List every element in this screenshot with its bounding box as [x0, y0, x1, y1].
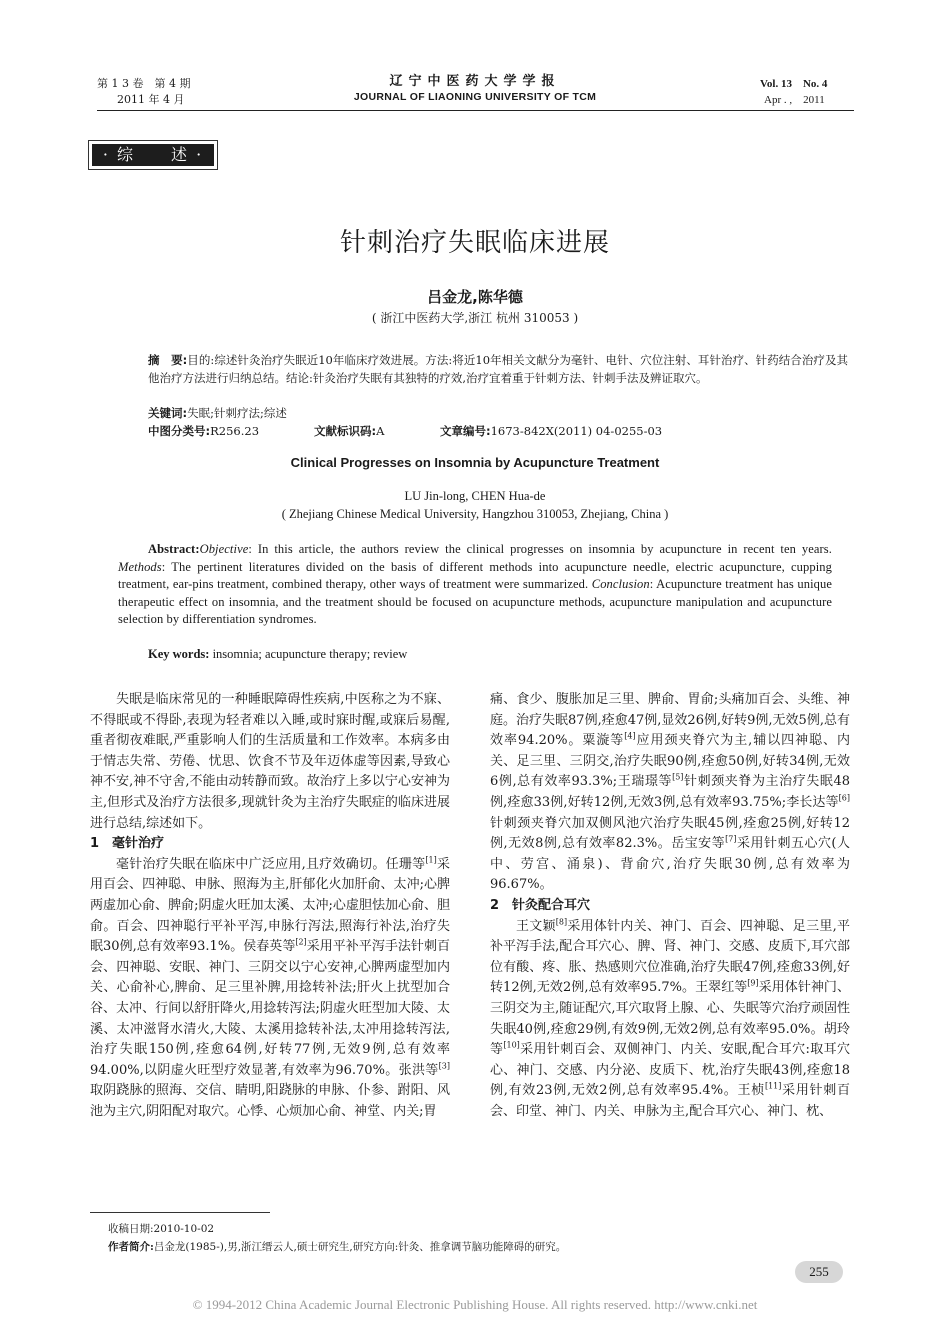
volume-issue-cn: 第 1 3 卷 第 4 期 [97, 77, 191, 90]
doc-code-label: 文献标识码: [314, 424, 377, 438]
page-number: 255 [795, 1261, 843, 1283]
clc-label: 中图分类号: [148, 424, 211, 438]
citation-ref: [6] [838, 793, 850, 803]
received-date: 收稿日期:2010-10-02 [108, 1223, 215, 1235]
article-no-value: 1673-842X(2011) 04-0255-03 [490, 424, 663, 438]
intro-paragraph: 失眠是临床常见的一种睡眠障碍性疾病,中医称之为不寐、不得眠或不得卧,表现为轻者难以入睡,或时寐时醒,或寐后易醒,重者彻夜难眠,严重影响人们的生活质量和工作效率。本病多由于情志失常、劳倦、忧思、饮食不节及年迈体虚等因素,导致心神不安,神不守舍,不能由动转静而致。故治疗上多以宁心安神为主,但形式及治疗方法很多,现就针灸为主治疗失眠症的临床进展进行总结,综述如下。 [90, 692, 450, 831]
conclusion-label: Conclusion [591, 577, 650, 591]
english-keywords-text: insomnia; acupuncture therapy; review [212, 647, 408, 661]
abstract-cn [148, 352, 848, 387]
section-heading-2: 2 针灸配合耳穴 [490, 897, 591, 913]
keywords-cn-label: 关键词: [148, 406, 188, 420]
author-bio [108, 1238, 566, 1256]
abstract-cn-label: 摘 要: [148, 353, 188, 367]
section-label-text: · 综 述 · [92, 144, 214, 166]
section-label [88, 140, 218, 170]
english-abstract-label: Abstract: [148, 542, 200, 556]
journal-name-cn: 辽宁中医药大学学报 [389, 74, 561, 89]
citation-ref: [5] [672, 773, 684, 783]
date-cn: 2011 年 4 月 [117, 93, 185, 106]
classification-row [148, 423, 848, 440]
article-affiliation: ( 浙江中医药大学,浙江 杭州 310053 ) [371, 311, 579, 325]
keywords-cn-text: 失眠;针刺疗法;综述 [187, 406, 287, 420]
footnote-rule [90, 1212, 270, 1213]
header-volume-info [97, 76, 190, 108]
citation-ref: [10] [503, 1040, 520, 1050]
body-right-column [490, 690, 850, 1122]
doc-code-value: A [376, 424, 385, 438]
citation-ref: [7] [725, 834, 737, 844]
english-keywords [148, 647, 838, 662]
paragraph-1-cont: 痛、食少、腹胀加足三里、脾俞、胃俞;头痛加百会、头维、神庭。治疗失眠87例,痊愈47例,显效26例,好转9例,无效5例,总有效率94.20%。粟漩等[4]应用颈夹脊穴为主,辅以四神聪、内关、足三里、三阴交,治疗失眠90例,痊愈50例,好转34例,无效6例,总有效率93.3%;王瑞璟等[5]针刺颈夹脊为主治疗失眠48例,痊愈33例,好转12例,无效3例,总有效率93.75%;李长达等[6]针刺颈夹脊穴加双侧风池穴治疗失眠45例,痊愈25例,好转12例,无效8例,总有效率82.3%。岳宝安等[7]采用针刺五心穴(人中、劳宫、涌泉)、背俞穴,治疗失眠30例,总有效率为96.67%。 [490, 692, 850, 893]
english-abstract [118, 541, 832, 629]
citation-ref: [1] [425, 855, 437, 865]
citation-ref: [4] [624, 731, 636, 741]
objective-text: : In this article, the authors review the clinical progresses on insomnia by acupuncture in recent ten years. [248, 542, 832, 556]
abstract-cn-text: 目的:综述针灸治疗失眠近10年临床疗效进展。方法:将近10年相关文献分为毫针、电针、穴位注射、耳针治疗、针药结合治疗及其他治疗方法进行归纳总结。结论:针灸治疗失眠有其独特的疗效,治疗宜着重于针刺方法、针刺手法及辨证取穴。 [148, 353, 848, 385]
english-keywords-label: Key words: [148, 647, 210, 661]
section-heading-1: 1 毫针治疗 [90, 836, 165, 852]
objective-label: Objective [199, 542, 249, 556]
article-authors: 吕金龙,陈华德 [427, 288, 523, 306]
paragraph-1: 毫针治疗失眠在临床中广泛应用,且疗效确切。任珊等[1]采用百会、四神聪、申脉、照海为主,肝郁化火加肝俞、太冲;心脾两虚加心俞、脾俞;阴虚火旺加太溪、太冲;心虚胆怯加心俞、胆俞。百会、四神聪行平补平泻,申脉行泻法,照海行补法,治疗失眠30例,总有效率93.1%。侯春英等[2]采用平补平泻手法针刺百会、四神聪、安眠、神门、三阴交以宁心安神,心脾两虚型加内关、心俞补心,脾俞、足三里补脾,用捻转补法;肝火上扰型加合谷、太冲、行间以舒肝降火,用捻转泻法;阴虚火旺型加大陵、太溪、太冲滋肾水清火,大陵、太溪用捻转补法,太冲用捻转泻法,治疗失眠150例,痊愈64例,好转77例,无效9例,总有效率94.00%,以阴虚火旺型疗效显著,有效率为96.70%。张洪等[3]取阴跷脉的照海、交信、睛明,阳跷脉的申脉、仆参、跗阳、风池为主穴,阴阳配对取穴。心悸、心烦加心俞、神堂、内关;胃 [90, 855, 450, 1119]
author-bio-label: 作者简介: [108, 1241, 154, 1253]
citation-ref: [3] [438, 1061, 450, 1071]
clc-value: R256.23 [210, 424, 260, 438]
citation-ref: [9] [747, 978, 759, 988]
doc-group [314, 423, 440, 440]
author-bio-text: 吕金龙(1985-),男,浙江缙云人,硕士研究生,研究方向:针灸、推拿调节脑功能障碍的研究。 [153, 1241, 567, 1253]
header-rule [97, 110, 854, 111]
methods-label: Methods [118, 559, 162, 574]
article-no-group [440, 423, 662, 440]
english-title: Clinical Progresses on Insomnia by Acupuncture Treatment [290, 455, 660, 470]
journal-name-en: JOURNAL OF LIAONING UNIVERSITY OF TCM [353, 91, 597, 103]
article-title: 针刺治疗失眠临床进展 [339, 228, 610, 258]
date-en: Apr . , 2011 [764, 94, 825, 106]
article-no-label: 文章编号: [440, 424, 491, 438]
conclusion-text: : Acupuncture treatment has unique therapeutic effect on insomnia, and the treatment should be focused on acupuncture methods, acupuncture manipulation and acupuncture selection by differentiation syndromes. [118, 577, 832, 626]
header-volume-en [760, 76, 850, 108]
methods-text: : The pertinent literatures divided on the basis of different methods into acupuncture needle, electric acupuncture, cupping treatment, ear-pins treatment, combined therapy, other ways of treatment were summarized. [118, 559, 832, 591]
journal-name [300, 74, 650, 105]
citation-ref: [11] [764, 1081, 782, 1091]
clc-group [148, 423, 314, 440]
copyright-line: © 1994-2012 China Academic Journal Electronic Publishing House. All rights reserved. http://www.cnki.net [192, 1297, 758, 1312]
english-authors: LU Jin-long, CHEN Hua-de [404, 489, 546, 503]
volume-issue-en: Vol. 13 No. 4 [760, 78, 828, 90]
citation-ref: [2] [295, 937, 307, 947]
english-affiliation: ( Zhejiang Chinese Medical University, Hangzhou 310053, Zhejiang, China ) [281, 507, 669, 521]
keywords-cn [148, 405, 848, 422]
body-left-column [90, 690, 450, 1122]
paragraph-2: 王文颖[8]采用体针内关、神门、百会、四神聪、足三里,平补平泻手法,配合耳穴心、脾、肾、神门、交感、皮质下,耳穴部位有酸、疼、胀、热感则穴位准确,治疗失眠47例,痊愈33例,好转12例,无效2例,总有效率95.7%。王翠红等[9]采用体针神门、三阴交为主,随证配穴,耳穴取肾上腺、心、失眠等穴治疗顽固性失眠40例,痊愈29例,有效9例,无效2例,总有效率95.0%。胡玲等[10]采用针刺百会、双侧神门、内关、安眠,配合耳穴:取耳穴心、神门、交感、内分泌、皮质下、枕,治疗失眠43例,痊愈18例,有效23例,无效2例,总有效率95.4%。王桢[11]采用针刺百会、印堂、神门、内关、申脉为主,配合耳穴心、神门、枕、 [490, 917, 850, 1119]
citation-ref: [8] [555, 917, 568, 927]
